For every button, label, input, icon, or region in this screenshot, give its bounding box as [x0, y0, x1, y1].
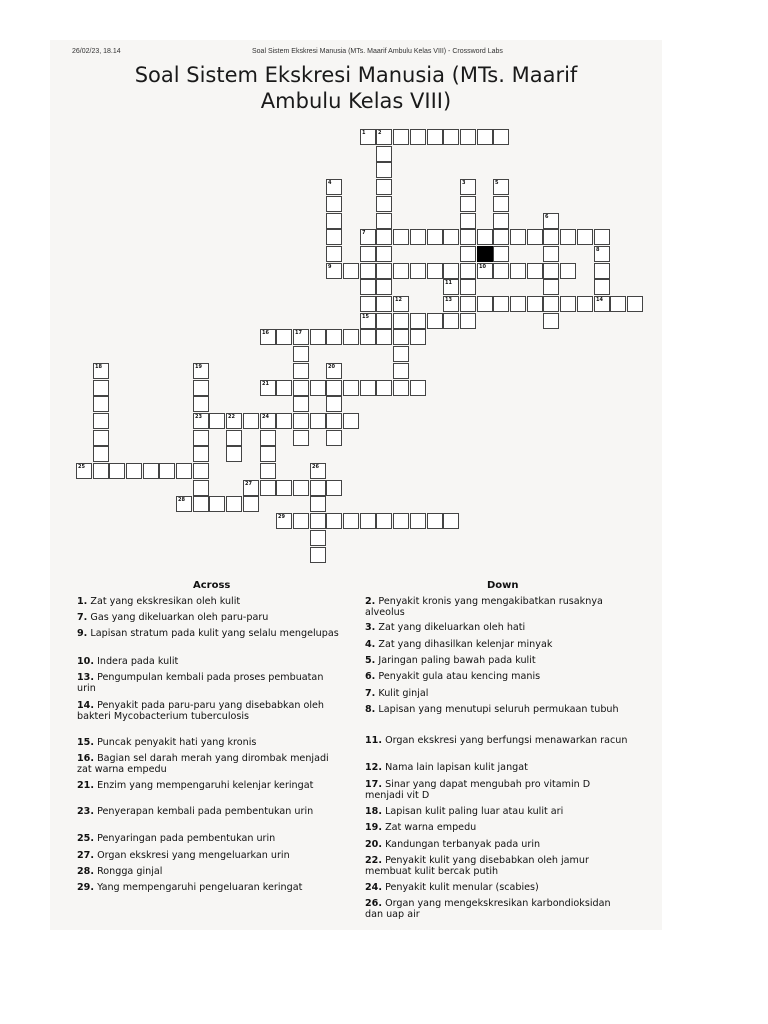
crossword-cell[interactable] — [510, 263, 526, 279]
clue-number-label: 4 — [328, 180, 332, 186]
crossword-cell[interactable] — [360, 513, 376, 529]
crossword-cell[interactable] — [343, 329, 359, 345]
clue-number-label: 15 — [362, 314, 369, 320]
crossword-cell[interactable] — [243, 496, 259, 512]
crossword-cell[interactable] — [427, 313, 443, 329]
down-clue-item — [365, 882, 630, 893]
crossword-cell[interactable] — [493, 296, 509, 312]
crossword-cell[interactable] — [326, 413, 342, 429]
clue-number-label: 10 — [479, 264, 486, 270]
down-clue-text: Nama lain lapisan kulit jangat — [385, 762, 528, 773]
crossword-cell[interactable] — [627, 296, 643, 312]
down-clue-text: Kandungan terbanyak pada urin — [385, 839, 541, 850]
clue-number-label: 28 — [178, 497, 185, 503]
down-clue-item — [365, 762, 630, 773]
crossword-cell[interactable] — [393, 346, 409, 362]
clue-number-label: 20 — [328, 364, 335, 370]
crossword-cell[interactable] — [493, 263, 509, 279]
crossword-cell[interactable] — [460, 129, 476, 145]
crossword-cell[interactable] — [493, 229, 509, 245]
crossword-cell[interactable] — [310, 329, 326, 345]
crossword-cell[interactable] — [527, 296, 543, 312]
down-clue-item — [365, 688, 630, 699]
crossword-cell[interactable] — [393, 129, 409, 145]
clue-number-label: 14 — [596, 297, 603, 303]
crossword-cell[interactable] — [443, 129, 459, 145]
across-clue-item — [77, 628, 342, 639]
across-clue-text: Puncak penyakit hati yang kronis — [97, 737, 257, 748]
across-clue-number: 23. — [77, 806, 94, 817]
crossword-cell[interactable] — [427, 229, 443, 245]
crossword-cell[interactable] — [326, 246, 342, 262]
across-clue-text: Indera pada kulit — [97, 656, 179, 667]
crossword-cell[interactable] — [293, 396, 309, 412]
page-title-line-2: Ambulu Kelas VIII) — [260, 89, 452, 113]
clue-number-label: 26 — [312, 464, 319, 470]
crossword-cell[interactable] — [560, 229, 576, 245]
crossword-cell[interactable] — [109, 463, 125, 479]
across-clue-number: 15. — [77, 737, 94, 748]
crossword-cell[interactable] — [93, 430, 109, 446]
clue-number-label: 2 — [378, 130, 382, 136]
crossword-cell[interactable] — [376, 196, 392, 212]
crossword-cell[interactable] — [460, 196, 476, 212]
crossword-cell[interactable] — [410, 329, 426, 345]
crossword-cell[interactable] — [393, 313, 409, 329]
down-clue-number: 7. — [365, 688, 376, 699]
crossword-cell[interactable] — [360, 263, 376, 279]
crossword-cell[interactable] — [410, 380, 426, 396]
crossword-cell[interactable] — [460, 229, 476, 245]
across-clue-item — [77, 612, 342, 623]
across-clue-text: Penyakit pada paru-paru yang disebabkan oleh bakteri Mycobacterium tuberculosis — [77, 700, 324, 722]
across-clue-item — [77, 806, 342, 817]
crossword-cell[interactable] — [226, 446, 242, 462]
crossword-cell[interactable] — [393, 363, 409, 379]
down-clue-item — [365, 596, 630, 618]
crossword-cell[interactable] — [193, 380, 209, 396]
down-clue-text: Kulit ginjal — [378, 688, 429, 699]
crossword-cell[interactable] — [376, 279, 392, 295]
crossword-cell[interactable] — [510, 229, 526, 245]
crossword-cell[interactable] — [410, 263, 426, 279]
across-clue-item — [77, 672, 342, 694]
clue-number-label: 3 — [462, 180, 466, 186]
crossword-cell[interactable] — [93, 463, 109, 479]
across-clue-item — [77, 700, 342, 722]
crossword-cell[interactable] — [427, 513, 443, 529]
crossword-cell[interactable] — [276, 380, 292, 396]
crossword-cell[interactable] — [293, 480, 309, 496]
across-clue-number: 25. — [77, 833, 94, 844]
clue-number-label: 18 — [95, 364, 102, 370]
crossword-cell[interactable] — [326, 430, 342, 446]
down-heading: Down — [487, 580, 519, 591]
across-clue-number: 9. — [77, 628, 88, 639]
crossword-cell[interactable] — [293, 413, 309, 429]
crossword-cell[interactable] — [393, 513, 409, 529]
crossword-cell[interactable] — [410, 313, 426, 329]
crossword-cell[interactable] — [594, 263, 610, 279]
down-clue-number: 17. — [365, 779, 382, 790]
across-clue-number: 13. — [77, 672, 94, 683]
crossword-cell[interactable] — [293, 430, 309, 446]
across-heading: Across — [193, 580, 231, 591]
crossword-cell[interactable] — [393, 329, 409, 345]
across-clue-text: Lapisan stratum pada kulit yang selalu mengelupas — [90, 628, 339, 639]
crossword-cell[interactable] — [410, 229, 426, 245]
crossword-cell[interactable] — [193, 480, 209, 496]
down-clue-item — [365, 655, 630, 666]
across-clue-item — [77, 850, 342, 861]
across-clue-item — [77, 753, 342, 775]
down-clue-text: Penyakit kulit menular (scabies) — [385, 882, 539, 893]
crossword-cell[interactable] — [276, 329, 292, 345]
down-clue-item — [365, 839, 630, 850]
across-clue-text: Rongga ginjal — [97, 866, 163, 877]
crossword-cell[interactable] — [443, 263, 459, 279]
across-clue-text: Penyerapan kembali pada pembentukan urin — [97, 806, 314, 817]
crossword-cell[interactable] — [510, 296, 526, 312]
down-clue-item — [365, 898, 630, 920]
clue-number-label: 23 — [195, 414, 202, 420]
crossword-cell[interactable] — [376, 179, 392, 195]
crossword-cell[interactable] — [293, 380, 309, 396]
crossword-cell[interactable] — [376, 380, 392, 396]
crossword-cell[interactable] — [143, 463, 159, 479]
crossword-cell[interactable] — [343, 413, 359, 429]
crossword-cell[interactable] — [427, 263, 443, 279]
down-clue-text: Zat yang dihasilkan kelenjar minyak — [378, 639, 553, 650]
crossword-cell[interactable] — [343, 380, 359, 396]
down-clue-item — [365, 806, 630, 817]
crossword-cell[interactable] — [360, 279, 376, 295]
clue-number-label: 5 — [495, 180, 499, 186]
down-clue-number: 26. — [365, 898, 382, 909]
across-clue-item — [77, 780, 342, 791]
clue-number-label: 6 — [545, 214, 549, 220]
down-clue-item — [365, 671, 630, 682]
down-clue-number: 6. — [365, 671, 376, 682]
clue-number-label: 8 — [596, 247, 600, 253]
crossword-cell[interactable] — [460, 263, 476, 279]
down-clue-number: 8. — [365, 704, 376, 715]
crossword-cell[interactable] — [326, 329, 342, 345]
crossword-cell[interactable] — [293, 346, 309, 362]
across-clue-number: 27. — [77, 850, 94, 861]
crossword-cell[interactable] — [393, 229, 409, 245]
crossword-cell[interactable] — [477, 229, 493, 245]
down-clue-number: 24. — [365, 882, 382, 893]
crossword-cell[interactable] — [310, 530, 326, 546]
crossword-cell[interactable] — [276, 413, 292, 429]
crossword-cell[interactable] — [360, 380, 376, 396]
down-clue-number: 11. — [365, 735, 382, 746]
crossword-cell[interactable] — [326, 213, 342, 229]
crossword-cell[interactable] — [310, 480, 326, 496]
print-date: 26/02/23, 18.14 — [72, 48, 121, 55]
crossword-cell[interactable] — [376, 513, 392, 529]
crossword-cell[interactable] — [560, 263, 576, 279]
crossword-cell[interactable] — [93, 396, 109, 412]
crossword-cell[interactable] — [326, 380, 342, 396]
clue-number-label: 12 — [395, 297, 402, 303]
clue-number-label: 25 — [78, 464, 85, 470]
crossword-cell[interactable] — [243, 413, 259, 429]
crossword-cell[interactable] — [293, 513, 309, 529]
crossword-cell[interactable] — [427, 129, 443, 145]
crossword-cell[interactable] — [477, 296, 493, 312]
down-clue-item — [365, 704, 630, 715]
crossword-cell[interactable] — [527, 263, 543, 279]
crossword-cell[interactable] — [443, 313, 459, 329]
down-clue-number: 12. — [365, 762, 382, 773]
crossword-cell[interactable] — [193, 446, 209, 462]
across-clue-item — [77, 882, 342, 893]
crossword-cell[interactable] — [443, 513, 459, 529]
across-clue-number: 29. — [77, 882, 94, 893]
across-clue-item — [77, 866, 342, 877]
clue-number-label: 7 — [362, 230, 366, 236]
crossword-cell[interactable] — [260, 446, 276, 462]
crossword-cell[interactable] — [93, 446, 109, 462]
across-clue-text: Organ ekskresi yang mengeluarkan urin — [97, 850, 290, 861]
clue-number-label: 29 — [278, 514, 285, 520]
down-clue-number: 18. — [365, 806, 382, 817]
crossword-cell[interactable] — [560, 296, 576, 312]
crossword-cell[interactable] — [326, 396, 342, 412]
crossword-cell[interactable] — [326, 196, 342, 212]
crossword-cell[interactable] — [293, 363, 309, 379]
crossword-cell[interactable] — [193, 496, 209, 512]
clue-number-label: 9 — [328, 264, 332, 270]
crossword-cell[interactable] — [493, 129, 509, 145]
down-clue-item — [365, 779, 630, 801]
crossword-cell[interactable] — [260, 480, 276, 496]
crossword-cell[interactable] — [326, 229, 342, 245]
crossword-cell[interactable] — [193, 396, 209, 412]
crossword-cell[interactable] — [93, 380, 109, 396]
crossword-cell[interactable] — [326, 513, 342, 529]
crossword-cell[interactable] — [376, 329, 392, 345]
across-clue-item — [77, 656, 342, 667]
crossword-cell[interactable] — [527, 229, 543, 245]
crossword-cell[interactable] — [126, 463, 142, 479]
crossword-cell[interactable] — [326, 480, 342, 496]
down-clue-text: Zat yang dikeluarkan oleh hati — [378, 622, 526, 633]
crossword-cell[interactable] — [460, 246, 476, 262]
crossword-cell[interactable] — [376, 246, 392, 262]
crossword-cell[interactable] — [93, 413, 109, 429]
crossword-cell[interactable] — [376, 213, 392, 229]
across-clue-text: Penyaringan pada pembentukan urin — [97, 833, 276, 844]
down-clue-number: 3. — [365, 622, 376, 633]
down-clue-text: Organ yang mengekskresikan karbondioksidan dan uap air — [365, 898, 611, 920]
across-clue-text: Enzim yang mempengaruhi kelenjar keringat — [97, 780, 314, 791]
crossword-cell[interactable] — [460, 213, 476, 229]
down-clue-number: 22. — [365, 855, 382, 866]
across-clue-number: 10. — [77, 656, 94, 667]
across-clue-number: 16. — [77, 753, 94, 764]
crossword-cell[interactable] — [376, 162, 392, 178]
down-clue-item — [365, 639, 630, 650]
crossword-cell[interactable] — [260, 463, 276, 479]
crossword-cell[interactable] — [310, 547, 326, 563]
crossword-cell[interactable] — [343, 263, 359, 279]
crossword-cell[interactable] — [159, 463, 175, 479]
down-clue-item — [365, 855, 630, 877]
crossword-cell[interactable] — [594, 229, 610, 245]
clue-number-label: 19 — [195, 364, 202, 370]
down-clue-text: Organ ekskresi yang berfungsi menawarkan racun — [385, 735, 628, 746]
down-clue-item — [365, 735, 630, 746]
crossword-cell[interactable] — [460, 296, 476, 312]
crossword-cell[interactable] — [460, 279, 476, 295]
clue-number-label: 22 — [228, 414, 235, 420]
crossword-cell[interactable] — [594, 279, 610, 295]
crossword-cell[interactable] — [493, 196, 509, 212]
crossword-cell[interactable] — [376, 313, 392, 329]
crossword-cell[interactable] — [577, 229, 593, 245]
crossword-cell[interactable] — [543, 229, 559, 245]
crossword-cell[interactable] — [610, 296, 626, 312]
across-clue-number: 7. — [77, 612, 88, 623]
crossword-cell[interactable] — [443, 229, 459, 245]
down-clue-number: 4. — [365, 639, 376, 650]
crossword-cell[interactable] — [193, 463, 209, 479]
crossword-cell[interactable] — [310, 413, 326, 429]
across-clue-number: 14. — [77, 700, 94, 711]
down-clue-number: 5. — [365, 655, 376, 666]
crossword-cell[interactable] — [209, 413, 225, 429]
across-clue-number: 1. — [77, 596, 88, 607]
crossword-cell[interactable] — [493, 246, 509, 262]
across-clue-text: Pengumpulan kembali pada proses pembuatan urin — [77, 672, 324, 694]
crossword-cell[interactable] — [543, 246, 559, 262]
clue-number-label: 11 — [445, 280, 452, 286]
clue-number-label: 13 — [445, 297, 452, 303]
across-clue-text: Yang mempengaruhi pengeluaran keringat — [97, 882, 303, 893]
down-clue-number: 20. — [365, 839, 382, 850]
crossword-cell[interactable] — [393, 380, 409, 396]
crossword-cell[interactable] — [193, 430, 209, 446]
crossword-cell[interactable] — [226, 430, 242, 446]
crossword-cell[interactable] — [310, 496, 326, 512]
across-clue-number: 28. — [77, 866, 94, 877]
across-clue-text: Gas yang dikeluarkan oleh paru-paru — [90, 612, 269, 623]
crossword-cell[interactable] — [260, 430, 276, 446]
crossword-cell[interactable] — [543, 313, 559, 329]
crossword-cell[interactable] — [376, 263, 392, 279]
down-clue-text: Penyakit kronis yang mengakibatkan rusaknya alveolus — [365, 596, 603, 618]
crossword-cell[interactable] — [360, 296, 376, 312]
crossword-cell[interactable] — [577, 296, 593, 312]
clue-number-label: 17 — [295, 330, 302, 336]
crossword-cell[interactable] — [477, 129, 493, 145]
crossword-cell[interactable] — [543, 279, 559, 295]
across-clue-item — [77, 737, 342, 748]
print-tab-title: Soal Sistem Ekskresi Manusia (MTs. Maarif Ambulu Kelas VIII) - Crossword Labs — [252, 48, 503, 55]
crossword-cell[interactable] — [376, 146, 392, 162]
crossword-cell[interactable] — [209, 496, 225, 512]
crossword-cell[interactable] — [276, 480, 292, 496]
crossword-cell[interactable] — [176, 463, 192, 479]
crossword-cell[interactable] — [343, 513, 359, 529]
crossword-cell[interactable] — [226, 496, 242, 512]
down-clue-number: 19. — [365, 822, 382, 833]
down-clue-text: Zat warna empedu — [385, 822, 477, 833]
across-clue-text: Zat yang ekskresikan oleh kulit — [90, 596, 241, 607]
crossword-cell[interactable] — [493, 213, 509, 229]
down-clue-text: Penyakit kulit yang disebabkan oleh jamur membuat kulit bercak putih — [365, 855, 589, 877]
clue-number-label: 27 — [245, 481, 252, 487]
clue-number-label: 1 — [362, 130, 366, 136]
down-clue-item — [365, 822, 630, 833]
down-clue-item — [365, 622, 630, 633]
clue-number-label: 21 — [262, 381, 269, 387]
clue-number-label: 16 — [262, 330, 269, 336]
crossword-cell[interactable] — [376, 296, 392, 312]
crossword-cell[interactable] — [360, 246, 376, 262]
down-clue-text: Penyakit gula atau kencing manis — [378, 671, 541, 682]
crossword-cell[interactable] — [410, 513, 426, 529]
crossword-cell[interactable] — [360, 329, 376, 345]
crossword-cell[interactable] — [543, 296, 559, 312]
crossword-cell[interactable] — [543, 263, 559, 279]
across-clue-item — [77, 833, 342, 844]
down-clue-text: Sinar yang dapat mengubah pro vitamin D menjadi vit D — [365, 779, 591, 801]
down-clue-text: Lapisan kulit paling luar atau kulit ari — [385, 806, 564, 817]
clue-number-label: 24 — [262, 414, 269, 420]
across-clue-item — [77, 596, 342, 607]
crossword-cell[interactable] — [393, 263, 409, 279]
crossword-black-cell — [477, 246, 493, 262]
crossword-cell[interactable] — [310, 513, 326, 529]
crossword-cell[interactable] — [460, 313, 476, 329]
across-clue-number: 21. — [77, 780, 94, 791]
across-clue-text: Bagian sel darah merah yang dirombak menjadi zat warna empedu — [77, 753, 329, 775]
crossword-cell[interactable] — [310, 380, 326, 396]
down-clue-text: Lapisan yang menutupi seluruh permukaan tubuh — [378, 704, 619, 715]
page-title-line-1: Soal Sistem Ekskresi Manusia (MTs. Maarif — [134, 63, 578, 87]
crossword-cell[interactable] — [410, 129, 426, 145]
down-clue-number: 2. — [365, 596, 376, 607]
down-clue-text: Jaringan paling bawah pada kulit — [378, 655, 536, 666]
crossword-cell[interactable] — [376, 229, 392, 245]
